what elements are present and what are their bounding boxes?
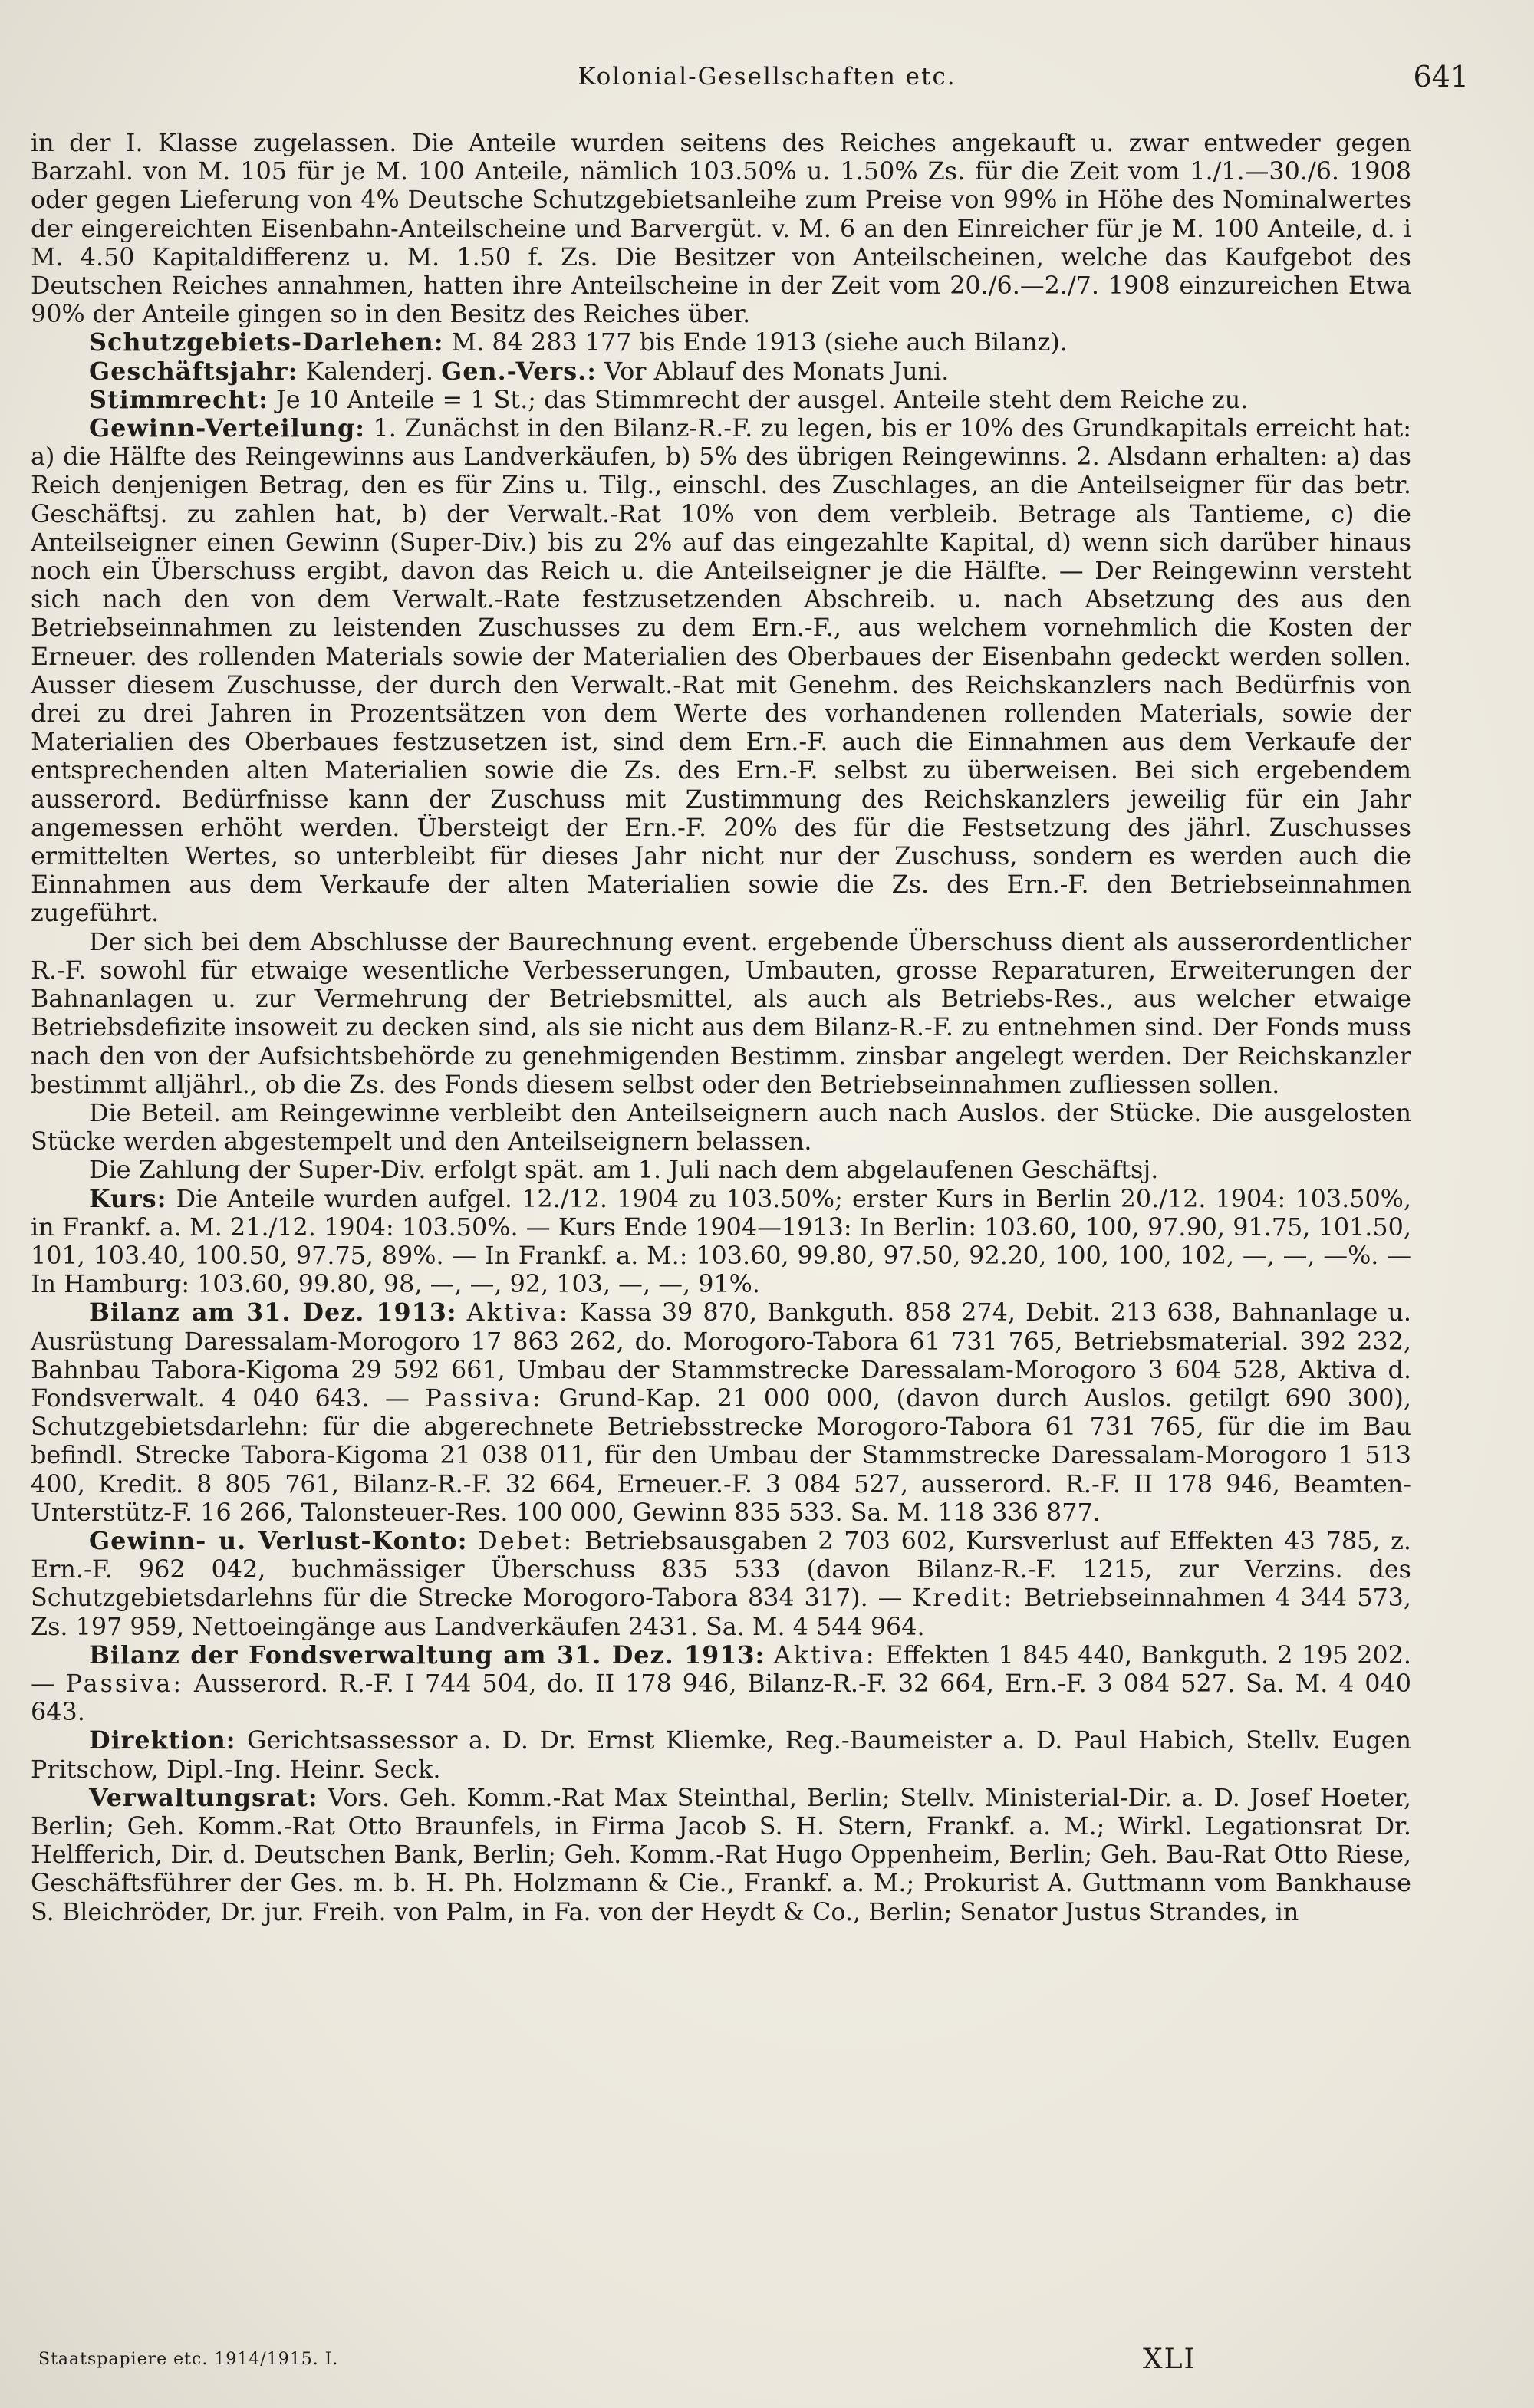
- page-body: [31, 129, 1411, 1926]
- gewinn-verlust-entry: [31, 1527, 1411, 1641]
- bilanz-heading: Bilanz am 31. Dez. 1913:: [89, 1298, 457, 1327]
- bilanz-passiva-label: Passiva:: [425, 1383, 543, 1413]
- kurs-entry: [31, 1185, 1411, 1299]
- zahlung-paragraph: Die Zahlung der Super-Div. erfolgt spät. am 1. Juli nach dem abgelaufenen Geschäftsj.: [89, 1156, 1159, 1185]
- kurs-heading: Kurs:: [89, 1184, 167, 1213]
- fondsverwaltung-aktiva-label: Aktiva:: [773, 1640, 877, 1669]
- gewinn-verteilung-text: 1. Zunächst in den Bilanz-R.-F. zu legen, bis er 10% des Grundkapitals erreicht hat: a) die Hälfte des Reingewinns aus Landverkäufen, b) 5% des übrigen Reingewinns. 2. Alsdann erhalten: a) das Reich denjenigen Betrag, den es für Zins u. Tilg., einschl. des Zuschlages, an die Anteilseigner für das betr. Geschäftsj. zu zahlen hat, b) der Verwalt.-Rat 10% von dem verbleib. Betrage als Tantieme, c) die Anteilseigner einen Gewinn (Super-Div.) bis zu 2% auf das eingezahlte Kapital, d) wenn sich darüber hinaus noch ein Überschuss ergibt, davon das Reich u. die Anteilseigner je die Hälfte. — Der Reingewinn versteht sich nach den von dem Verwalt.-Rate festzusetzenden Abschreib. u. nach Absetzung des aus den Betriebseinnahmen zu leistenden Zuschusses zu dem Ern.-F., aus welchem vornehmlich die Kosten der Erneuer. des rollenden Materials sowie der Materialien des Oberbaues der Eisenbahn gedeckt werden sollen. Ausser diesem Zuschusse, der durch den Verwalt.-Rat mit Genehm. des Reichskanzlers nach Bedürfnis von drei zu drei Jahren in Prozentsätzen von dem Werte des vorhandenen rollenden Materials, sowie der Materialien des Oberbaues festzusetzen ist, sind dem Ern.-F. auch die Einnahmen aus dem Verkaufe der entsprechenden alten Materialien sowie die Zs. des Ern.-F. selbst zu überweisen. Bei sich ergebendem ausserord. Bedürfnisse kann der Zuschuss mit Zustimmung des Reichskanzlers jeweilig für ein Jahr angemessen erhöht werden. Übersteigt der Ern.-F. 20% des für die Festsetzung des jährl. Zuschusses ermittelten Wertes, so unterbleibt für dieses Jahr nicht nur der Zuschuss, sondern es werden auch die Einnahmen aus dem Verkaufe der alten Materialien sowie die Zs. des Ern.-F. den Betriebseinnahmen zugeführt.: [31, 414, 1412, 928]
- fondsverwaltung-passiva-label: Passiva:: [65, 1669, 184, 1698]
- bilanz-aktiva-text: Kassa 39 870, Bankguth. 858 274, Debit. 213 638, Bahnanlage u. Ausrüstung Daressalam-Morogoro 17 863 262, do. Morogoro-Tabora 61 731 765, Betriebsmaterial. 392 232, Bahnbau Tabora-Kigoma 29 592 661, Umbau der Stammstrecke Daressalam-Morogoro 3 604 528, Aktiva d. Fondsverwalt. 4 040 643. —: [31, 1298, 1412, 1413]
- fondsverwaltung-aktiva-text: Effekten 1 845 440, Bankguth. 2 195 202. —: [31, 1640, 1411, 1698]
- gewinn-verlust-debet-label: Debet:: [478, 1526, 574, 1555]
- schutzgebiets-darlehen-entry: [31, 328, 1411, 357]
- gen-vers-heading: Gen.-Vers.:: [441, 357, 597, 386]
- stimmrecht-entry: [31, 386, 1411, 414]
- footer-publication: Staatspapiere etc. 1914/1915. I.: [38, 2350, 339, 2369]
- gewinn-verlust-debet-text: Betriebsausgaben 2 703 602, Kursverlust auf Effekten 43 785, z. Ern.-F. 962 042, buchmässiger Überschuss 835 533 (davon Bilanz-R.-F. 1215, zur Verzins. des Schutzgebietsdarlehns für die Strecke Morogoro-Tabora 834 317). —: [31, 1526, 1412, 1613]
- direktion-heading: Direktion:: [89, 1726, 236, 1755]
- kurs-text: Die Anteile wurden aufgel. 12./12. 1904 zu 103.50%; erster Kurs in Berlin 20./12. 1904: 103.50%, in Frankf. a. M. 21./12. 1904: 103.50%. — Kurs Ende 1904—1913: In Berlin: 103.60, 100, 97.90, 91.75, 101.50, 101, 103.40, 100.50, 97.75, 89%. — In Frankf. a. M.: 103.60, 99.80, 97.50, 92.20, 100, 100, 102, —, —, —%. — In Hamburg: 103.60, 99.80, 98, —, —, 92, 103, —, —, 91%.: [31, 1184, 1412, 1299]
- verwaltungsrat-heading: Verwaltungsrat:: [89, 1783, 318, 1812]
- fondsverwaltung-passiva-text: Ausserord. R.-F. I 744 504, do. II 178 946, Bilanz-R.-F. 32 664, Ern.-F. 3 084 527. Sa. M. 4 040 643.: [31, 1669, 1412, 1727]
- stimmrecht-heading: Stimmrecht:: [89, 385, 268, 414]
- intro-paragraph: in der I. Klasse zugelassen. Die Anteile wurden seitens des Reiches angekauft u. zwar entweder gegen Barzahl. von M. 105 für je M. 100 Anteile, nämlich 103.50% u. 1.50% Zs. für die Zeit vom 1./1.—30./6. 1908 oder gegen Lieferung von 4% Deutsche Schutzgebietsanleihe zum Preise von 99% in Höhe des Nominalwertes der eingereichten Eisenbahn-Anteilscheine und Barvergüt. v. M. 6 an den Einreicher für je M. 100 Anteile, d. i M. 4.50 Kapitaldifferenz u. M. 1.50 f. Zs. Die Besitzer von Anteilscheinen, welche das Kaufgebot des Deutschen Reiches annahmen, hatten ihre Anteilscheine in der Zeit vom 20./6.—2./7. 1908 einzureichen Etwa 90% der Anteile gingen so in den Besitz des Reiches über.: [31, 129, 1411, 329]
- stimmrecht-text: Je 10 Anteile = 1 St.; das Stimmrecht der ausgel. Anteile steht dem Reiche zu.: [276, 385, 1249, 414]
- ueberschuss-paragraph: Der sich bei dem Abschlusse der Baurechnung event. ergebende Überschuss dient als ausserordentlicher R.-F. sowohl für etwaige wesentliche Verbesserungen, Umbauten, grosse Reparaturen, Erweiterungen der Bahnanlagen u. zur Vermehrung der Betriebsmittel, als auch als Betriebs-Res., aus welcher etwaige Betriebsdefizite insoweit zu decken sind, als sie nicht aus dem Bilanz-R.-F. zu entnehmen sind. Der Fonds muss nach den von der Aufsichtsbehörde zu genehmigenden Bestimm. zinsbar angelegt werden. Der Reichskanzler bestimmt alljährl., ob die Zs. des Fonds diesem selbst oder den Betriebseinnahmen zufliessen sollen.: [31, 927, 1411, 1099]
- verwaltungsrat-entry: [31, 1784, 1411, 1926]
- schutzgebiets-darlehen-heading: Schutzgebiets-Darlehen:: [89, 328, 444, 357]
- geschaeftsjahr-heading: Geschäftsjahr:: [89, 357, 298, 386]
- verwaltungsrat-text: Vors. Geh. Komm.-Rat Max Steinthal, Berlin; Stellv. Ministerial-Dir. a. D. Josef Hoeter, Berlin; Geh. Komm.-Rat Otto Braunfels, in Firma Jacob S. H. Stern, Frankf. a. M.; Wirkl. Legationsrat Dr. Helfferich, Dir. d. Deutschen Bank, Berlin; Geh. Komm.-Rat Hugo Oppenheim, Berlin; Geh. Bau-Rat Otto Riese, Geschäftsführer der Ges. m. b. H. Ph. Holzmann & Cie., Frankf. a. M.; Prokurist A. Guttmann vom Bankhause S. Bleichröder, Dr. jur. Freih. von Palm, in Fa. von der Heydt & Co., Berlin; Senator Justus Strandes, in: [31, 1783, 1411, 1926]
- bilanz-passiva-text: Grund-Kap. 21 000 000, (davon durch Auslos. getilgt 690 300), Schutzgebietsdarlehn: für die abgerechnete Betriebsstrecke Morogoro-Tabora 61 731 765, für die im Bau befindl. Strecke Tabora-Kigoma 21 038 011, für den Umbau der Stammstrecke Daressalam-Morogoro 1 513 400, Kredit. 8 805 761, Bilanz-R.-F. 32 664, Erneuer.-F. 3 084 527, ausserord. R.-F. II 178 946, Beamten-Unterstütz-F. 16 266, Talonsteuer-Res. 100 000, Gewinn 835 533. Sa. M. 118 336 877.: [31, 1383, 1411, 1527]
- gen-vers-text: Vor Ablauf des Monats Juni.: [604, 357, 950, 386]
- direktion-entry: [31, 1726, 1411, 1783]
- gewinn-verteilung-entry: [31, 414, 1411, 928]
- fondsverwaltung-heading: Bilanz der Fondsverwaltung am 31. Dez. 1913:: [89, 1640, 765, 1669]
- bilanz-entry: [31, 1298, 1411, 1527]
- signature-mark: XLI: [1143, 2344, 1197, 2375]
- page-number: 641: [1413, 60, 1469, 94]
- gewinn-verlust-heading: Gewinn- u. Verlust-Konto:: [89, 1526, 468, 1555]
- geschaeftsjahr-text: Kalenderj.: [305, 357, 433, 386]
- beteiligung-paragraph: Die Beteil. am Reingewinne verbleibt den Anteilseignern auch nach Auslos. der Stücke. Die ausgelosten Stücke werden abgestempelt und den Anteilseignern belassen.: [31, 1098, 1411, 1156]
- page-header: [31, 48, 1503, 101]
- fondsverwaltung-entry: [31, 1641, 1411, 1727]
- direktion-text: Gerichtsassessor a. D. Dr. Ernst Kliemke, Reg.-Baumeister a. D. Paul Habich, Stellv. Eugen Pritschow, Dipl.-Ing. Heinr. Seck.: [31, 1726, 1411, 1784]
- gewinn-verlust-kredit-text: Betriebseinnahmen 4 344 573, Zs. 197 959, Nettoeingänge aus Landverkäufen 2431. Sa. M. 4 544 964.: [31, 1584, 1412, 1641]
- gewinn-verlust-kredit-label: Kredit:: [912, 1584, 1015, 1613]
- running-title: Kolonial-Gesellschaften etc.: [578, 63, 956, 90]
- geschaeftsjahr-entry: [31, 357, 1411, 386]
- gewinn-verteilung-heading: Gewinn-Verteilung:: [89, 414, 365, 443]
- schutzgebiets-darlehen-text: M. 84 283 177 bis Ende 1913 (siehe auch Bilanz).: [451, 328, 1068, 357]
- page-footer: [38, 2344, 1488, 2385]
- bilanz-aktiva-label: Aktiva:: [466, 1298, 570, 1327]
